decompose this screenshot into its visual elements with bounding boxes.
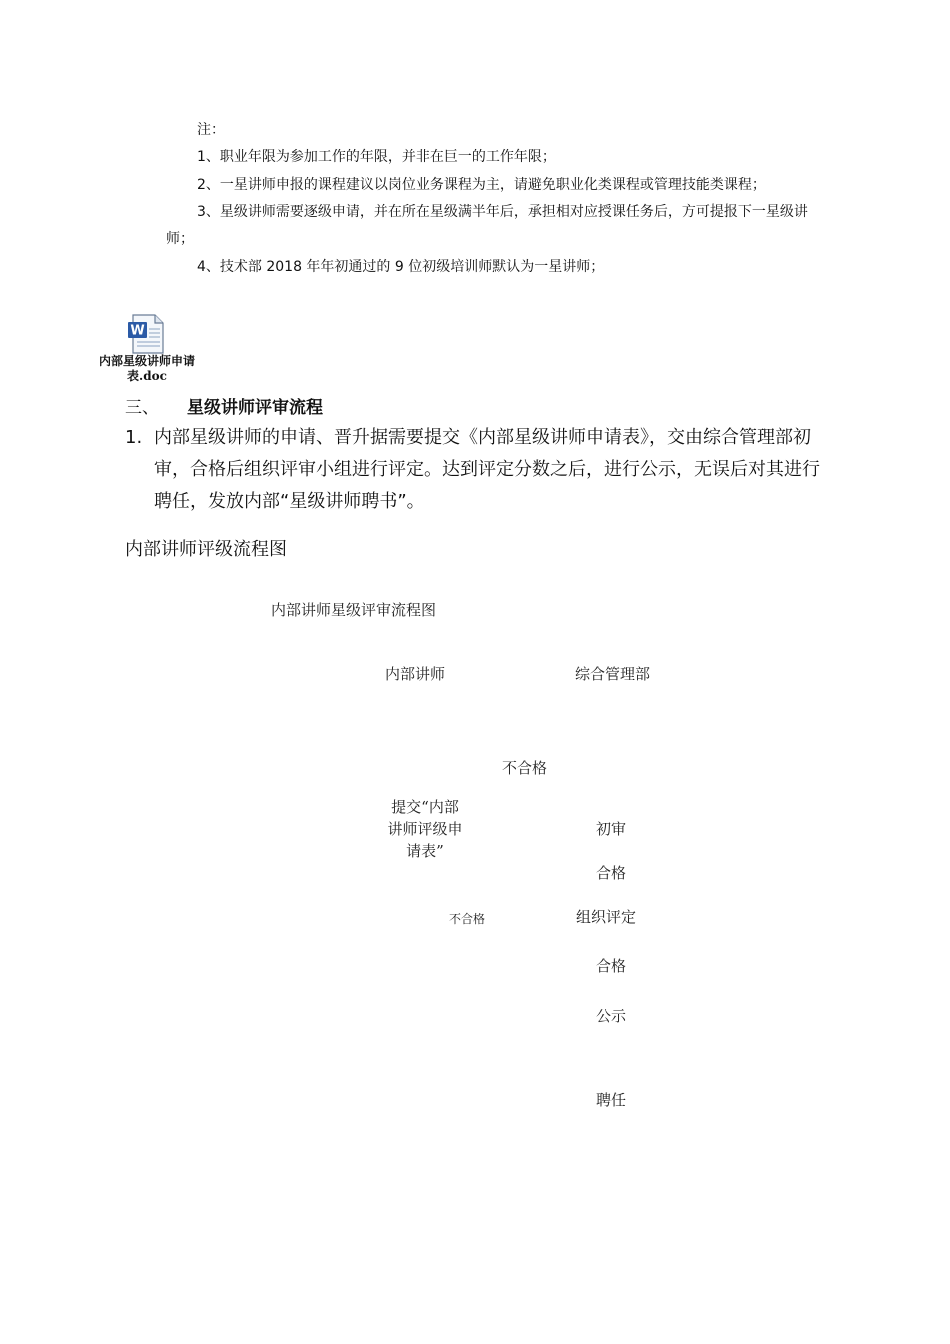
attachment-name-line-1: 内部星级讲师申请 bbox=[98, 354, 195, 368]
flowchart-submit-line-3: 请表” bbox=[406, 842, 444, 860]
paragraph-line-1: 内部星级讲师的申请、晋升据需要提交《内部星级讲师申请表》，交由综合管理部初 bbox=[154, 427, 811, 448]
flowchart-pass-2: 合格 bbox=[596, 957, 627, 975]
flowchart-fail-top: 不合格 bbox=[502, 759, 548, 777]
flowchart-evaluate: 组织评定 bbox=[576, 908, 637, 926]
note-item-1: 1、职业年限为参加工作的年限，并非在巨一的工作年限； bbox=[197, 149, 556, 165]
flowchart-appoint: 聘任 bbox=[596, 1091, 627, 1109]
flowchart-review: 初审 bbox=[596, 820, 627, 838]
notes-heading: 注： bbox=[197, 122, 225, 138]
note-item-3-line-2: 师； bbox=[166, 231, 194, 247]
paragraph-line-2: 审，合格后组织评审小组进行评定。达到评定分数之后，进行公示，无误后对其进行 bbox=[154, 459, 820, 480]
figure-caption: 内部讲师评级流程图 bbox=[125, 539, 287, 560]
flowchart-fail-small: 不合格 bbox=[449, 912, 486, 926]
paragraph-line-3: 聘任，发放内部“星级讲师聘书”。 bbox=[154, 491, 425, 512]
svg-text:W: W bbox=[130, 323, 145, 339]
section-title: 星级讲师评审流程 bbox=[187, 398, 323, 418]
flowchart-submit-line-1: 提交“内部 bbox=[391, 798, 459, 816]
note-item-3-line-1: 3、星级讲师需要逐级申请，并在所在星级满半年后，承担相对应授课任务后，方可提报下一星级讲 bbox=[197, 204, 808, 220]
flowchart-title: 内部讲师星级评审流程图 bbox=[271, 601, 437, 619]
word-document-icon bbox=[127, 314, 165, 354]
flowchart-publicize: 公示 bbox=[596, 1007, 627, 1025]
note-item-4: 4、技术部 2018 年年初通过的 9 位初级培训师默认为一星讲师； bbox=[197, 259, 605, 275]
paragraph-number: 1. bbox=[125, 427, 143, 448]
flowchart-submit-line-2: 讲师评级申 bbox=[387, 820, 463, 838]
flowchart-pass-1: 合格 bbox=[596, 864, 627, 882]
attachment-name-line-2: 表.doc bbox=[127, 369, 167, 383]
note-item-2: 2、一星讲师申报的课程建议以岗位业务课程为主，请避免职业化类课程或管理技能类课程； bbox=[197, 177, 766, 193]
flowchart-column-left: 内部讲师 bbox=[385, 665, 446, 683]
section-number: 三、 bbox=[125, 398, 159, 418]
flowchart-column-right: 综合管理部 bbox=[575, 665, 651, 683]
